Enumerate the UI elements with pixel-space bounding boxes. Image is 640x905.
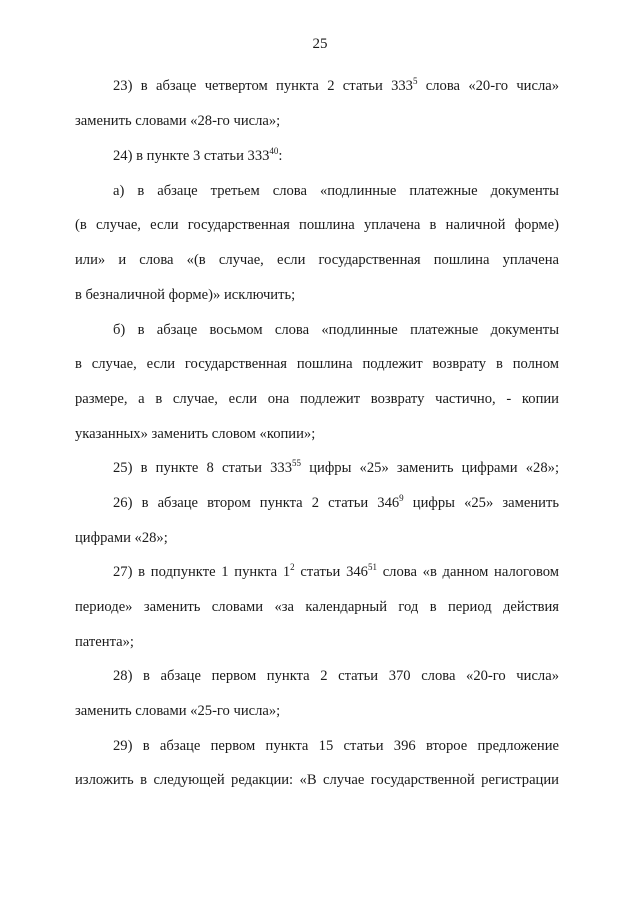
text-run: 24) в пункте 3 статьи 333 (113, 148, 270, 164)
line-29 (113, 737, 559, 755)
line-24a-cont-2 (75, 251, 559, 269)
line-25 (113, 459, 559, 477)
superscript: 5 (412, 76, 418, 86)
superscript: 55 (292, 458, 302, 468)
line-29-cont (75, 771, 559, 789)
line-23 (113, 77, 559, 95)
page-number: 25 (312, 36, 328, 52)
line-27 (113, 563, 559, 581)
text-run: патента»; (75, 634, 134, 650)
text-run: а) в абзаце третьем слова «подлинные платежные документы (113, 183, 559, 199)
text-run: : (278, 148, 283, 164)
text-run: 29) в абзаце первом пункта 15 статьи 396 второе предложение (113, 738, 559, 754)
line-23-cont (75, 112, 559, 130)
text-run: слова «20-го числа» (417, 78, 559, 94)
text-run: заменить словами «25-го числа»; (75, 703, 281, 719)
text-run: размере, а в случае, если она подлежит возврату частично, - копии (75, 391, 559, 407)
text-run: (в случае, если государственная пошлина уплачена в наличной форме) (75, 217, 559, 233)
superscript: 2 (290, 562, 295, 572)
superscript: 40 (269, 146, 279, 156)
text-run: периоде» заменить словами «за календарный год в период действия (75, 599, 559, 615)
text-run: 26) в абзаце втором пункта 2 статьи 346 (113, 495, 400, 511)
line-28 (113, 667, 559, 685)
line-24a-cont-3 (75, 286, 559, 304)
text-run: 27) в подпункте 1 пункта 1 (113, 564, 291, 580)
text-run: цифрами «28»; (75, 530, 168, 546)
line-24b (113, 321, 559, 339)
text-run: 25) в пункте 8 статьи 333 (113, 460, 293, 476)
line-27-cont-1 (75, 598, 559, 616)
superscript: 9 (399, 493, 404, 503)
text-run: 23) в абзаце четвертом пункта 2 статьи 333 (113, 78, 413, 94)
text-run: цифры «25» заменить цифрами «28»; (301, 460, 559, 476)
text-run: б) в абзаце восьмом слова «подлинные платежные документы (113, 322, 559, 338)
text-run: 28) в абзаце первом пункта 2 статьи 370 слова «20-го числа» (113, 668, 559, 684)
text-run: указанных» заменить словом «копии»; (75, 426, 316, 442)
line-28-cont (75, 702, 559, 720)
text-run: изложить в следующей редакции: «В случае государственной регистрации (75, 772, 559, 788)
line-24a-cont-1 (75, 216, 559, 234)
line-27-cont-2 (75, 633, 559, 651)
text-run: цифры «25» заменить (403, 495, 559, 511)
text-run: в случае, если государственная пошлина подлежит возврату в полном (75, 356, 559, 372)
line-26-cont (75, 529, 559, 547)
line-24b-cont-1 (75, 355, 559, 373)
text-run: заменить словами «28-го числа»; (75, 113, 281, 129)
line-24b-cont-2 (75, 390, 559, 408)
superscript: 51 (367, 562, 377, 572)
line-24 (113, 147, 559, 165)
line-24a (113, 182, 559, 200)
text-run: слова «в данном налоговом (376, 564, 560, 580)
line-26 (113, 494, 559, 512)
text-run: или» и слова «(в случае, если государственная пошлина уплачена (75, 252, 559, 268)
text-run: статьи 346 (294, 564, 368, 580)
line-24b-cont-3 (75, 425, 559, 443)
text-run: в безналичной форме)» исключить; (75, 287, 296, 303)
